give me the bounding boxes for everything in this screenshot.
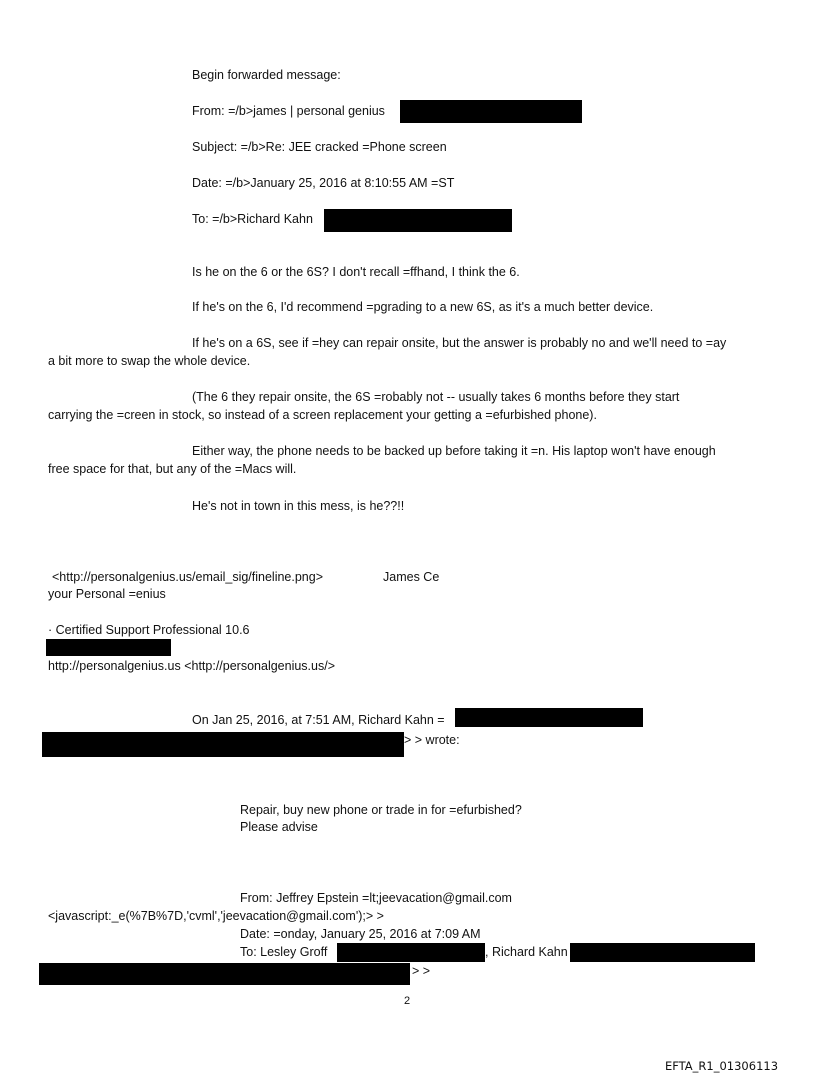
redaction-box [46, 639, 171, 656]
header-to: To: =/b>Richard Kahn [192, 212, 313, 226]
header-date: Date: =/b>January 25, 2016 at 8:10:55 AM =ST [192, 176, 455, 190]
body-paragraph-3-line-2: a bit more to swap the whole device. [48, 354, 251, 368]
redaction-box [337, 943, 485, 962]
page-number: 2 [404, 995, 411, 1007]
original-js-link: <javascript:_e(%7B%7D,'cvml','jeevacation@gmail.com');> > [48, 909, 384, 923]
original-to-tail: > > [412, 964, 431, 978]
reply-on-line: On Jan 25, 2016, at 7:51 AM, Richard Kahn = [192, 713, 445, 727]
begin-forwarded-label: Begin forwarded message: [192, 68, 341, 82]
header-from: From: =/b>james | personal genius [192, 104, 385, 118]
redaction-box [324, 209, 512, 232]
original-to: To: Lesley Groff [240, 945, 328, 959]
body-paragraph-5-line-2: free space for that, but any of the =Macs will. [48, 462, 297, 476]
body-paragraph-2: If he's on the 6, I'd recommend =pgrading to a new 6S, as it's a much better device. [192, 300, 654, 314]
redaction-box [42, 732, 404, 757]
quoted-question: Repair, buy new phone or trade in for =efurbished? [240, 803, 522, 817]
body-paragraph-3-line-1: If he's on a 6S, see if =hey can repair onsite, but the answer is probably no and we'll need to =ay [192, 336, 727, 350]
document-id: EFTA_R1_01306113 [665, 1059, 779, 1073]
redaction-box [455, 708, 643, 727]
original-date: Date: =onday, January 25, 2016 at 7:09 AM [240, 927, 481, 941]
reply-wrote: > > wrote: [404, 733, 460, 747]
original-from: From: Jeffrey Epstein =lt;jeevacation@gmail.com [240, 891, 512, 905]
body-paragraph-4-line-2: carrying the =creen in stock, so instead of a screen replacement your getting a =efurbished phone). [48, 408, 597, 422]
body-paragraph-5-line-1: Either way, the phone needs to be backed up before taking it =n. His laptop won't have enough [192, 444, 716, 458]
body-paragraph-6: He's not in town in this mess, is he??!! [192, 499, 405, 513]
redaction-box [570, 943, 755, 962]
header-subject: Subject: =/b>Re: JEE cracked =Phone screen [192, 140, 447, 154]
body-paragraph-4-line-1: (The 6 they repair onsite, the 6S =robably not -- usually takes 6 months before they start [192, 390, 680, 404]
signature-name: James Ce [383, 570, 440, 584]
quoted-request: Please advise [240, 820, 318, 834]
redaction-box [39, 963, 410, 985]
original-to-continued: , Richard Kahn [485, 945, 568, 959]
redaction-box [400, 100, 582, 123]
signature-url[interactable]: http://personalgenius.us <http://personalgenius.us/> [48, 659, 335, 673]
signature-tagline: your Personal =enius [48, 587, 166, 601]
signature-image-link[interactable]: <http://personalgenius.us/email_sig/fineline.png> [52, 570, 324, 584]
body-paragraph-1: Is he on the 6 or the 6S? I don't recall =ffhand, I think the 6. [192, 265, 520, 279]
signature-certification: · Certified Support Professional 10.6 [48, 623, 250, 637]
